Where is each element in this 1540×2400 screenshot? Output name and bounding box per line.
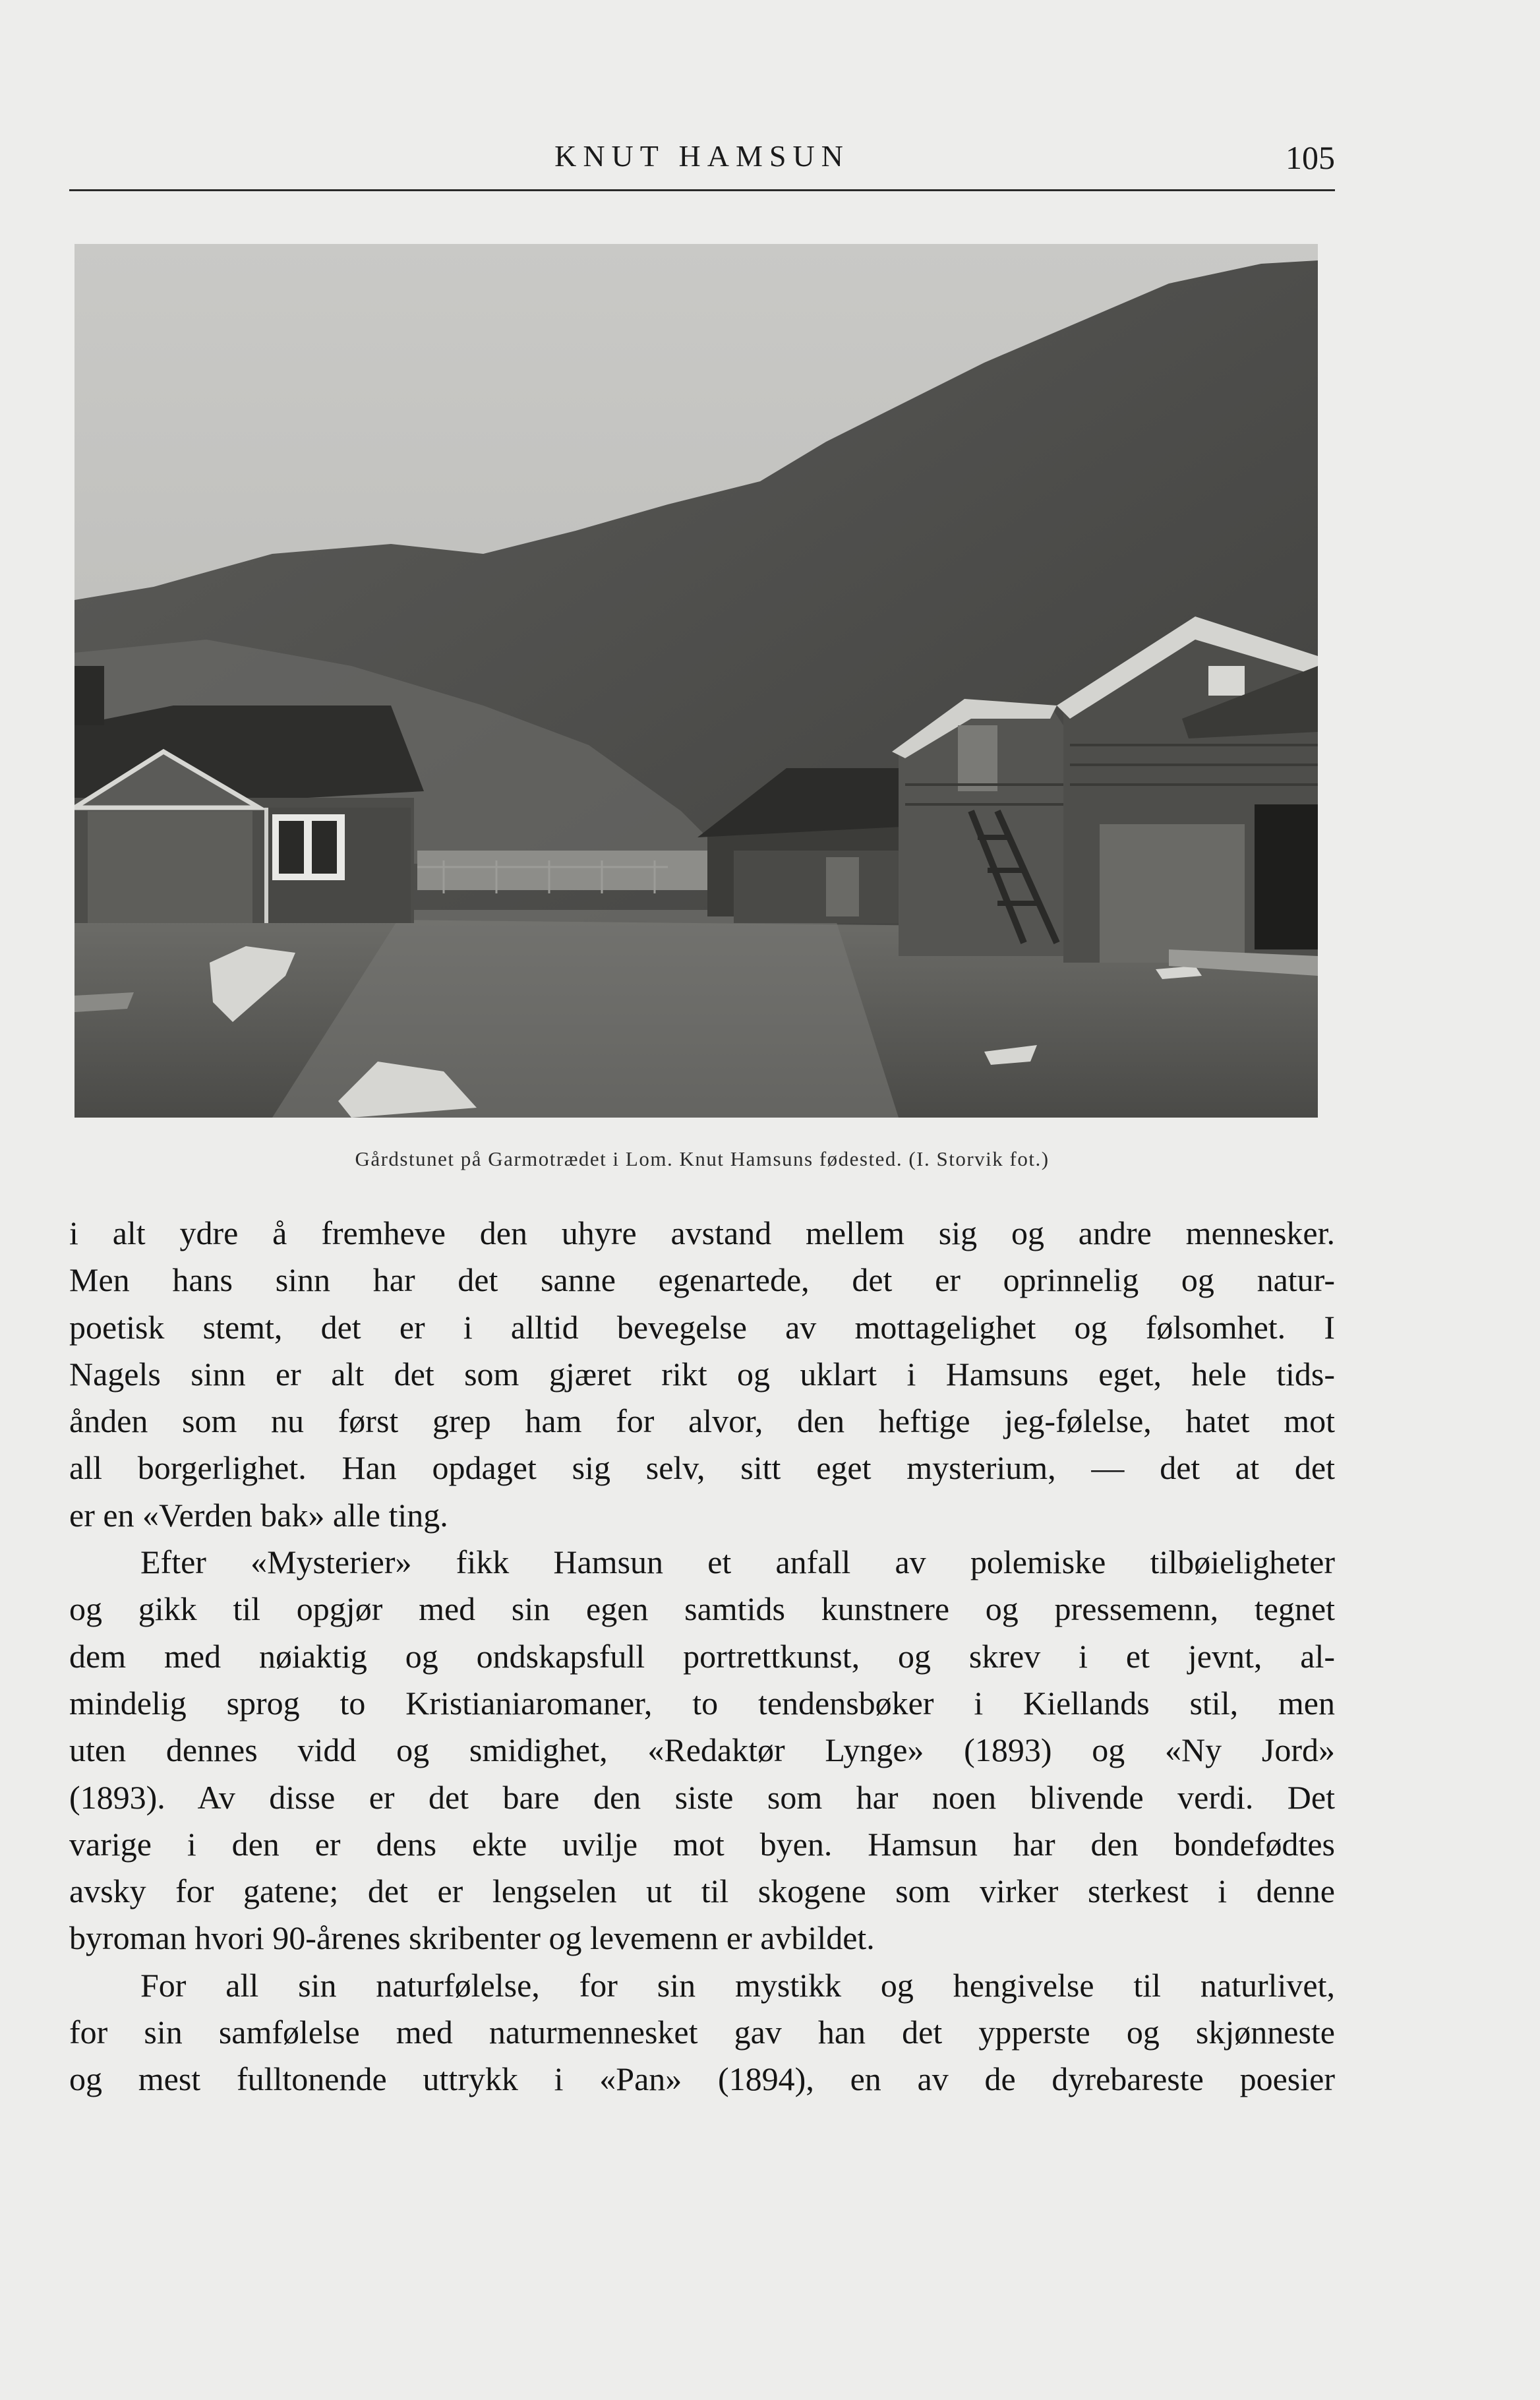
text-line: For all sin naturfølelse, for sin mystikk og hengivelse til naturlivet, (140, 1966, 1335, 2004)
text-line: mindelig sprog to Kristianiaromaner, to tendensbøker i Kiellands stil, men (69, 1684, 1335, 1722)
text-line: Efter «Mysterier» fikk Hamsun et anfall av polemiske tilbøieligheter (140, 1544, 1335, 1581)
text-line: Men hans sinn har det sanne egenartede, det er oprinnelig og natur- (69, 1261, 1335, 1299)
text-line: all borgerlighet. Han opdaget sig selv, sitt eget mysterium, — det at det (69, 1449, 1335, 1487)
paragraph-1 (69, 1210, 1335, 1539)
text-line: byroman hvori 90-årenes skribenter og levemenn er avbildet. (69, 1919, 875, 1957)
paragraph-3 (69, 1962, 1335, 2103)
text-line: Nagels sinn er alt det som gjæret rikt og uklart i Hamsuns eget, hele tids- (69, 1355, 1335, 1393)
photo-caption: Gårdstunet på Garmotrædet i Lom. Knut Hamsuns fødested. (I. Storvik fot.) (355, 1147, 1050, 1170)
text-line: poetisk stemt, det er i alltid bevegelse av mottagelighet og følsomhet. I (69, 1308, 1335, 1346)
farmyard-photo-illustration (74, 244, 1318, 1118)
text-line: uten dennes vidd og smidighet, «Redaktør Lynge» (1893) og «Ny Jord» (69, 1731, 1335, 1769)
text-line: (1893). Av disse er det bare den siste som har noen blivende verdi. Det (69, 1778, 1335, 1816)
page-number: 105 (1286, 139, 1335, 176)
text-line: dem med nøiaktig og ondskapsfull portrettkunst, og skrev i et jevnt, al- (69, 1637, 1335, 1675)
farmyard-photograph (74, 244, 1318, 1118)
text-line: i alt ydre å fremheve den uhyre avstand mellem sig og andre mennesker. (69, 1215, 1335, 1251)
text-line: for sin samfølelse med naturmennesket gav han det ypperste og skjønneste (69, 2014, 1335, 2051)
text-line: er en «Verden bak» alle ting. (69, 1496, 448, 1534)
running-head (69, 138, 1335, 185)
running-title: KNUT HAMSUN (554, 139, 850, 173)
text-line: ånden som nu først grep ham for alvor, den heftige jeg-følelse, hatet mot (69, 1402, 1335, 1440)
text-line: og gikk til opgjør med sin egen samtids kunstnere og pressemenn, tegnet (69, 1590, 1335, 1628)
header-rule (69, 189, 1335, 191)
text-line: og mest fulltonende uttrykk i «Pan» (1894), en av de dyrebareste poesier (69, 2060, 1335, 2098)
body-text (69, 1210, 1335, 2103)
paragraph-2 (69, 1539, 1335, 1962)
text-line: varige i den er dens ekte uvilje mot byen. Hamsun har den bondefødtes (69, 1825, 1335, 1863)
text-line: avsky for gatene; det er lengselen ut til skogene som virker sterkest i denne (69, 1873, 1335, 1910)
